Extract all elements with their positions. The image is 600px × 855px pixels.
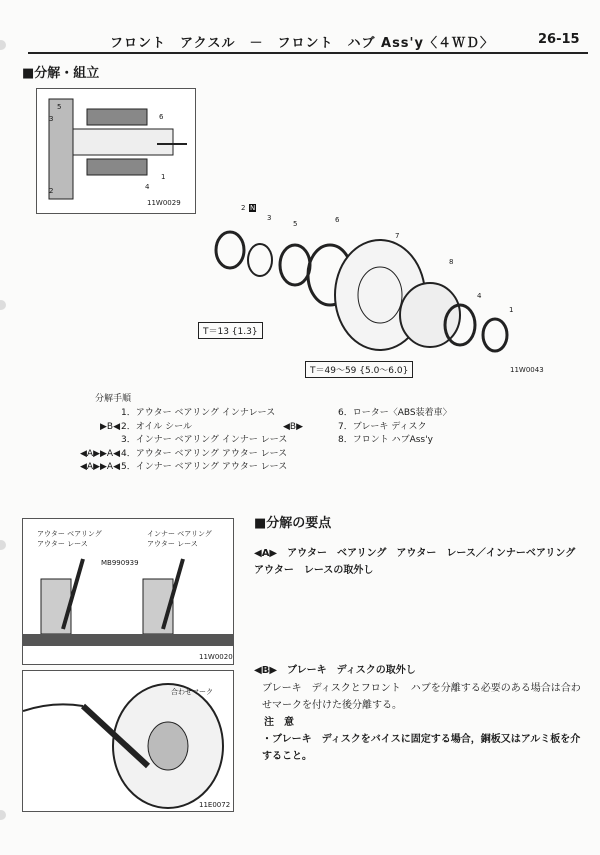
callout-5: 5 <box>293 220 298 228</box>
step-item: 8．フロント ハブAss'y <box>338 435 433 445</box>
callout-4: 4 <box>145 183 150 191</box>
label-alignment-mark: 合わせマーク <box>171 688 213 696</box>
step-item: 7．ブレーキ ディスク <box>338 421 427 432</box>
label-inner-race: インナー ベアリング アウター レース <box>147 530 212 548</box>
disc-removal-figure <box>22 670 234 812</box>
callout-8: 8 <box>449 258 454 266</box>
page-number: 26-15 <box>538 32 580 47</box>
callout-6: 6 <box>159 113 164 121</box>
callout-1: 1 <box>509 306 514 314</box>
figure-code: 11E0072 <box>199 801 231 809</box>
callout-2: 2 <box>49 187 54 195</box>
point-b-heading: ◀B▶ ブレーキ ディスクの取外し <box>254 665 416 676</box>
step-item: 2．オイル シール <box>121 421 192 432</box>
step-mark: ◀A▶▶A◀ <box>80 462 120 472</box>
page-header-title: フロント アクスル － フロント ハブ Ass'y〈４ＷＤ〉 <box>110 36 494 51</box>
binder-hole <box>0 40 6 50</box>
new-part-mark: N <box>250 204 256 212</box>
figure-code: 11W0043 <box>510 366 544 374</box>
point-b-text: ブレーキ ディスクとフロント ハブを分離する必要のある場合は合わせマークを付けた後分離する。 <box>262 683 581 711</box>
binder-hole <box>0 540 6 550</box>
caution-title: 注 意 <box>264 717 294 728</box>
callout-2: 2 <box>241 204 246 212</box>
step-item: 6．ローター〈ABS装着車〉 <box>338 408 452 418</box>
header-rule <box>28 52 588 54</box>
procedure-steps-left <box>121 407 287 475</box>
tool-number: MB990939 <box>101 559 139 567</box>
step-item: 3．インナー ベアリング インナー レース <box>121 435 288 445</box>
figure-code: 11W0020 <box>199 653 233 661</box>
callout-4: 4 <box>477 292 482 300</box>
exploded-view-drawing <box>205 200 555 380</box>
procedure-marks <box>40 407 120 475</box>
procedure-steps-right <box>338 407 452 448</box>
callout-7: 7 <box>395 232 400 240</box>
point-a-heading: ◀A▶ アウター ベアリング アウター レース／インナーベアリング アウター レースの取外し <box>254 548 586 576</box>
race-removal-figure <box>22 518 234 665</box>
exploded-view-figure <box>205 200 555 380</box>
callout-3: 3 <box>267 214 272 222</box>
torque-spec-1: T＝13 {1.3} <box>198 322 263 339</box>
binder-hole <box>0 300 6 310</box>
section-title-key-points: ■分解の要点 <box>254 516 332 531</box>
step-mark: ▶B◀ <box>99 421 120 432</box>
torque-spec-2: T＝49～59 {5.0～6.0} <box>305 361 413 378</box>
callout-5: 5 <box>57 103 62 111</box>
label-outer-race: アウター ベアリング アウター レース <box>37 530 102 548</box>
hub-cross-section-figure <box>36 88 196 214</box>
step-item: 1．アウター ベアリング インナレース <box>121 408 276 418</box>
step-mark-b: ◀B▶ <box>283 422 304 432</box>
section-title-disassembly: ■分解・組立 <box>22 66 100 81</box>
procedure-title: 分解手順 <box>95 394 132 404</box>
callout-3: 3 <box>49 115 54 123</box>
callout-1: 1 <box>161 173 166 181</box>
caution-text: ・ブレーキ ディスクをバイスに固定する場合，銅板又はアルミ板を介すること。 <box>262 734 581 762</box>
figure-code: 11W0029 <box>147 199 181 207</box>
callout-6: 6 <box>335 216 340 224</box>
step-mark <box>40 407 120 421</box>
step-item: 5．インナー ベアリング アウター レース <box>121 462 288 472</box>
step-mark: ◀A▶▶A◀ <box>80 448 120 459</box>
step-item: 4．アウター ベアリング アウター レース <box>121 448 288 459</box>
step-mark <box>40 434 120 448</box>
binder-hole <box>0 810 6 820</box>
